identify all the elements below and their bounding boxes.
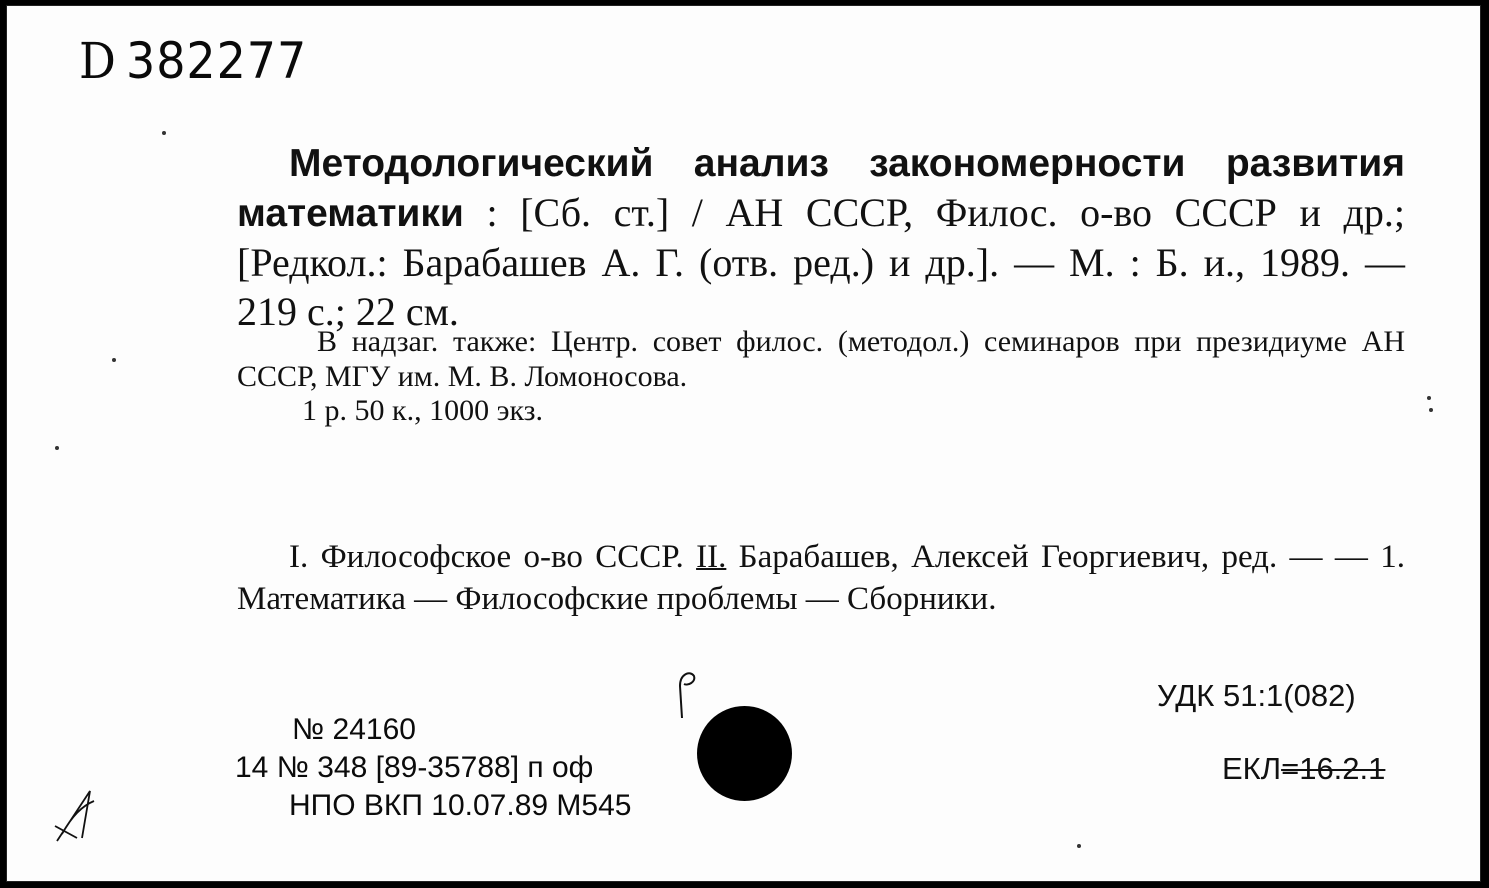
ekl-code [1222,751,1385,787]
speck [1427,396,1431,400]
record-note-text: В надзаг. также: Центр. совет филос. (методол.) семинаров при президиуме АН СССР, МГУ им. М. В. Ломоносова. [237,325,1405,393]
punch-hole [697,706,792,801]
bibliographic-description [237,138,1405,336]
imprint-line-2: 14 № 348 [89-35788] п оф [235,751,594,784]
imprint-line-1: № 24160 [292,713,416,746]
record-title: Методологический анализ закономерности развития математики [237,142,1405,235]
imprint-line-3: НПО ВКП 10.07.89 М545 [289,789,632,822]
call-number [79,32,307,90]
record-price: 1 р. 50 к., 1000 экз. [302,394,543,427]
ekl-struck-code: =16.2.1 [1281,751,1386,786]
record-description: : [Сб. ст.] / АН СССР, Филос. о-во СССР и др.; [Редкол.: Барабашев А. Г. (отв. ред.) и др.]. — М. : Б. и., 1989. — 219 с.; 22 см. [237,190,1405,334]
speck [112,358,116,362]
tracing-part-2: Барабашев, Алексей Георгиевич, ред. — — 1. Математика — Философские проблемы — Сборники. [237,539,1405,617]
record-tracings [237,536,1405,620]
handwritten-initial [52,786,102,846]
speck [1429,408,1433,412]
call-number-digits: 382277 [126,32,308,90]
ekl-prefix: ЕКЛ [1222,751,1282,786]
tracing-part-1: I. Философское о-во СССР. [289,539,697,575]
call-number-prefix: D [79,32,117,90]
record-note [237,324,1405,394]
speck [55,446,59,450]
speck [1077,844,1081,848]
handwritten-mark [672,666,702,721]
speck [162,131,166,135]
udk-code: УДК 51:1(082) [1157,678,1356,713]
catalog-card [6,5,1481,882]
tracing-ii: II. [696,539,727,575]
